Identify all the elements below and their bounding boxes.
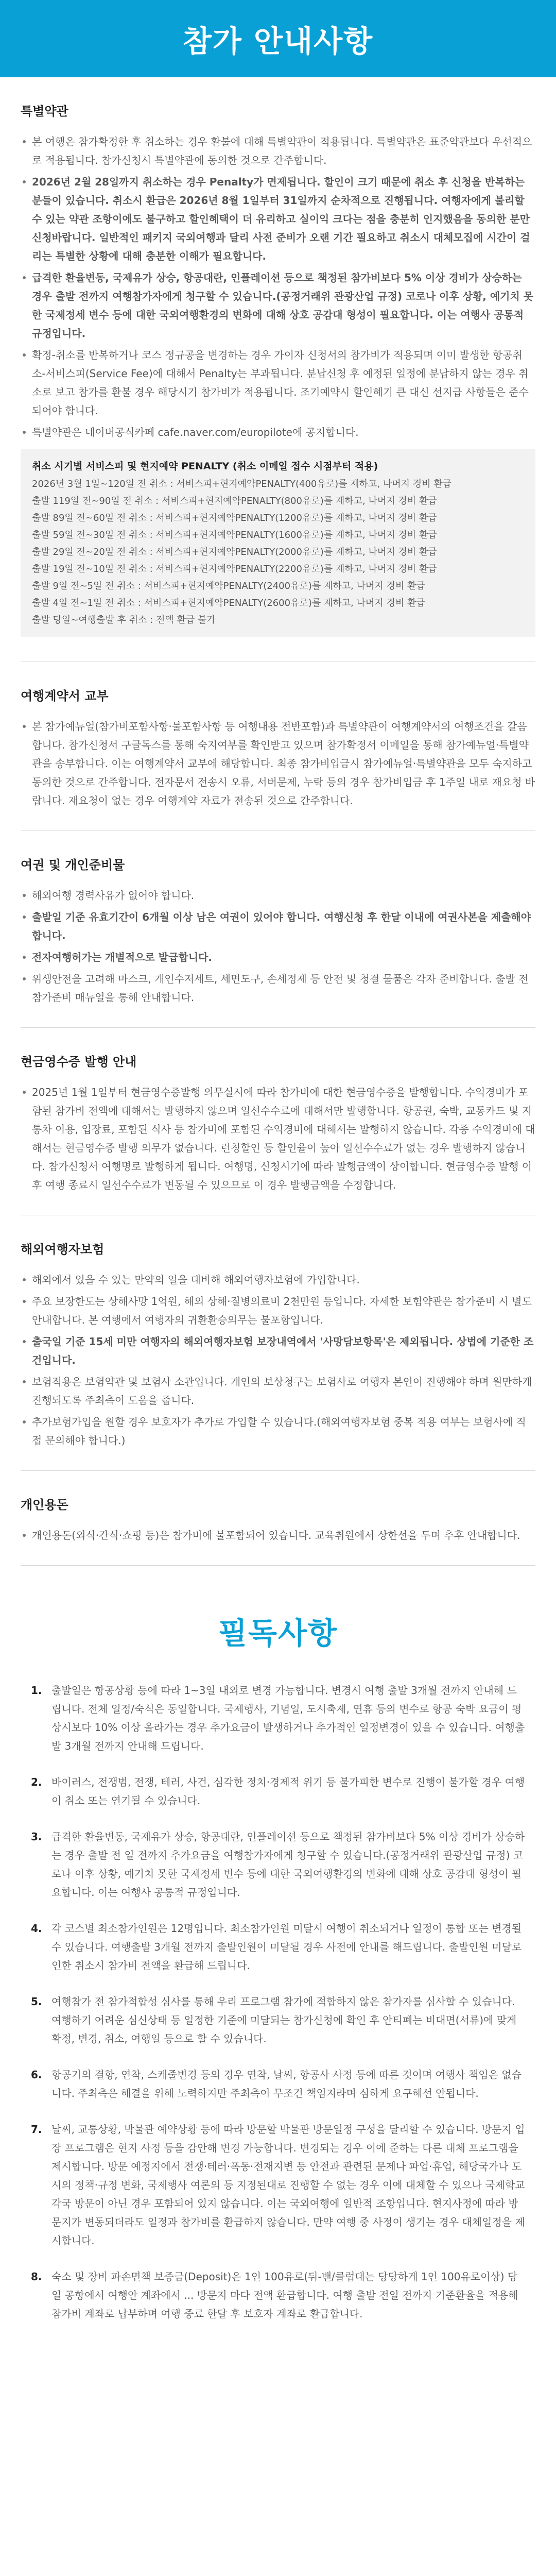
section-receipt	[21, 1028, 535, 1215]
must-read-section	[0, 1566, 556, 2382]
section-title: 해외여행자보험	[21, 1242, 105, 1257]
must-read-item	[31, 1919, 525, 1975]
item-text: 급격한 환율변동, 국제유가 상승, 항공대란, 인플레이션 등으로 책정된 참가비보다 5% 이상 경비가 상승하는 경우 출발 전 일 전까지 추가요금을 여행참가자에게 청구할 수 있습니다.(공정거래위 관광산업 규정) 코로나 이후 상황, 예기치 못한 국제정세 변수 등에 대한 국외여행환경의 변화에 대해 상호 공감대 형성이 필요합니다. 이는 여행사 공통적 규정입니다.	[51, 1831, 525, 1899]
bullet-item: 출발일 기준 유효기간이 6개월 이상 남은 여권이 있어야 합니다. 여행신청 후 한달 이내에 여권사본을 제출해야 합니다.	[21, 908, 535, 945]
bullet-item: 2025년 1월 1일부터 현금영수증발행 의무실시에 따라 참가비에 대한 현금영수증을 발행합니다. 수익경비가 포함된 참가비 전액에 대해서는 발행하지 않으며 일선수수료에 대해서만 발행합니다. 항공권, 숙박, 교통카드 및 지통차 이용, 입장료, 포함된 식사 등 참가비에 포함된 수익경비에 대해서는 발행하지 않습니다. 각종 수익경비에 대해서는 현금영수증 발행 의무가 없습니다. 런칭할인 등 할인율이 높아 일선수수료가 없는 경우 발행하지 않습니다. 참가신청서 여행명로 발행하게 됩니다. 여행명, 신청시기에 따라 발행금액이 상이합니다. 현금영수증 발행 이후 여행 종료시 일선수수료가 변동될 수 있으므로 이 경우 발행금액을 수정합니다.	[21, 1083, 535, 1194]
bullet-item: 개인용돈(외식·간식·쇼핑 등)은 참가비에 불포함되어 있습니다. 교육취원에서 상한선을 두며 추후 안내합니다.	[21, 1526, 535, 1545]
bullet-list	[21, 1083, 535, 1194]
section-personal	[21, 1471, 535, 1566]
section-title: 여권 및 개인준비물	[21, 858, 125, 872]
section-refund	[21, 77, 535, 662]
fee-row: 출발 4일 전~1일 전 취소 : 서비스피+현지예약PENALTY(2600유로)를 제하고, 나머지 경비 환급	[32, 598, 425, 608]
fee-row: 출발 59일 전~30일 전 취소 : 서비스피+현지예약PENALTY(1600유로)를 제하고, 나머지 경비 환급	[32, 530, 437, 540]
bullet-item: 전자여행허가는 개별적으로 발급합니다.	[21, 948, 535, 967]
fee-row: 출발 89일 전~60일 전 취소 : 서비스피+현지예약PENALTY(1200유로)를 제하고, 나머지 경비 환급	[32, 513, 437, 523]
section-title: 현금영수증 발행 안내	[21, 1055, 137, 1069]
must-read-item	[31, 1773, 525, 1810]
bullet-item: 출국일 기준 15세 미만 여행자의 해외여행자보험 보장내역에서 '사망담보항목'은 제외됩니다. 상법에 기준한 조건입니다.	[21, 1332, 535, 1369]
bullet-list	[21, 886, 535, 1007]
section-title: 여행계약서 교부	[21, 689, 109, 703]
must-read-item	[31, 2065, 525, 2103]
bullet-list	[21, 717, 535, 810]
fee-row: 2026년 3월 1일~120일 전 취소 : 서비스피+현지예약PENALTY(400유로)를 제하고, 나머지 경비 환급	[32, 479, 452, 489]
section-title: 개인용돈	[21, 1498, 68, 1512]
bullet-item: 위생안전을 고려해 마스크, 개인수저세트, 세면도구, 손세정제 등 안전 및 청결 물품은 각자 준비합니다. 출발 전 참가준비 매뉴얼을 통해 안내합니다.	[21, 970, 535, 1007]
must-read-title: 필독사항	[218, 1616, 338, 1651]
item-number: 4.	[31, 1922, 42, 1935]
item-number: 1.	[31, 1684, 42, 1697]
item-text: 각 코스별 최소참가인원은 12명입니다. 최소참가인원 미달시 여행이 취소되거나 일정이 통합 또는 변경될 수 있습니다. 여행출발 3개월 전까지 출발인원이 미달될 경우 사전에 안내를 해드립니다. 출발인원 미달로 인한 취소시 참가비 전액을 환급해 드립니다.	[51, 1922, 522, 1972]
item-text: 숙소 및 장비 파손면책 보증금(Deposit)은 1인 100유로(뒤-밴/클럽대는 당당하게 1인 100유로이상) 당일 공항에서 여행안 계좌에서 ... 방문지 마다 전액 환급합니다. 여행 출발 전일 전까지 기준환율을 적용해 참가비 계좌로 납부하며 여행 중료 한달 후 보호자 계좌로 환급합니다.	[51, 2270, 518, 2320]
bullet-item: 특별약관은 네이버공식카페 cafe.naver.com/europilote에 공지합니다.	[21, 423, 535, 442]
bullet-item: 추가보험가입을 원할 경우 보호자가 추가로 가입할 수 있습니다.(해외여행자보험 중복 적용 여부는 보험사에 직접 문의해야 합니다.)	[21, 1413, 535, 1450]
section-insurance	[21, 1215, 535, 1471]
must-read-item	[31, 1992, 525, 2048]
title-banner	[0, 0, 556, 77]
cancellation-fee-table	[21, 449, 535, 637]
bullet-item: 확정-취소를 반복하거나 코스 정규공을 변경하는 경우 가이자 신청서의 참가비가 적용되며 이미 발생한 항공취소-서비스피(Service Fee)에 대해서 Penalty는 부과됩니다. 분납신청 후 예정된 일정에 분납하지 않는 경우 취소로 보고 참가를 환불 경우 해당시기 참가비가 적용됩니다. 조기예약시 할인혜기 큰 대신 선지급 사항들은 준수되어야 합니다.	[21, 346, 535, 420]
bullet-item: 해외여행 경력사유가 없어야 합니다.	[21, 886, 535, 905]
fee-row: 출발 당일~여행출발 후 취소 : 전액 환급 불가	[32, 615, 216, 625]
bullet-item: 해외에서 있을 수 있는 만약의 일을 대비해 해외여행자보험에 가입합니다.	[21, 1270, 535, 1289]
item-number: 7.	[31, 2123, 42, 2136]
bullet-item: 본 참가예뉴얼(참가비포함사항·불포함사항 등 여행내용 전반포함)과 특별약관이 여행계약서의 여행조건을 갈음합니다. 참가신청서 구글독스를 통해 숙지여부를 확인받고 있으며 참가확정서 이메일을 통해 참가예뉴얼·특별약관을 송부합니다. 이는 여행계약서 교부에 해당합니다. 최종 참가비입금시 참가예뉴얼·특별약관을 모두 숙지하고 동의한 것으로 간주합니다. 전자문서 전송시 오류, 서버문제, 누락 등의 경우 참가비입금 후 1주일 내로 재요청 바랍니다. 재요청이 없는 경우 여행계약 자료가 전송된 것으로 간주합니다.	[21, 717, 535, 810]
fee-row: 출발 9일 전~5일 전 취소 : 서비스피+현지예약PENALTY(2400유로)를 제하고, 나머지 경비 환급	[32, 581, 425, 591]
bullet-item: 본 여행은 참가확정한 후 취소하는 경우 환불에 대해 특별약관이 적용됩니다. 특별약관은 표준약관보다 우선적으로 적용됩니다. 참가신청시 특별약관에 동의한 것으로 간주합니다.	[21, 132, 535, 170]
must-read-item	[31, 2267, 525, 2323]
bullet-list	[21, 132, 535, 442]
must-read-item	[31, 1827, 525, 1902]
bullet-list	[21, 1270, 535, 1450]
item-text: 여행참가 전 참가적합성 심사를 통해 우리 프로그램 참가에 적합하지 않은 참가자를 심사할 수 있습니다. 여행하기 어려운 심신상태 등 일정한 기준에 미달되는 참가신청에 확인 후 안티폐는 비대면(서류)에 맞게 확정, 변경, 취소, 여행일 등으로 할 수 있습니다.	[51, 1995, 517, 2045]
item-text: 날씨, 교통상황, 박물관 예약상황 등에 따라 방문할 박물관 방문일정 구성을 달리할 수 있습니다. 방문지 입장 프로그램은 현지 사정 등을 감안해 변경 가능합니다. 변경되는 경우 이에 준하는 다른 대체 프로그램을 제시합니다. 방문 예정지에서 전쟁·테러·폭동·전재지변 등 안전과 관련된 문제나 파업·휴업, 해당국가나 도시의 정책·규정 변화, 국제행사 여론의 등 지정된대로 진행할 수 없는 경우 이에 대체할 수 있으나 국제학교 각국 방문이 아닌 경우 포함되어 있지 않습니다. 이는 국외여행에 일반적 조항입니다. 현지사정에 따라 방문지가 변동되더라도 일정과 참가비를 환급하지 않습니다. 만약 여행 중 사정이 생기는 경우 대체일정을 제시합니다.	[51, 2123, 525, 2247]
item-number: 8.	[31, 2270, 42, 2283]
fee-row: 출발 19일 전~10일 전 취소 : 서비스피+현지예약PENALTY(2200유로)를 제하고, 나머지 경비 환급	[32, 564, 437, 574]
item-number: 5.	[31, 1995, 42, 2008]
item-number: 2.	[31, 1776, 42, 1788]
info-content	[0, 77, 556, 1566]
bullet-item: 2026년 2월 28일까지 취소하는 경우 Penalty가 면제됩니다. 할인이 크기 때문에 취소 후 신청을 반복하는 분들이 있습니다. 취소시 환급은 2026년 8월 1일부터 31일까지 순차적으로 진행됩니다. 여행자에게 불리할 수 있는 약관 조항이에도 불구하고 할인혜택이 더 유리하고 실이익 크다는 점을 충분히 인지했음을 동의한 분만 신청바랍니다. 일반적인 패키지 국외여행과 달리 사전 준비가 오랜 기간 필요하고 취소시 대체모집에 시간이 걸리는 특별한 상황에 대해 충분한 이해가 필요합니다.	[21, 173, 535, 265]
item-number: 6.	[31, 2069, 42, 2081]
page-title: 참가 안내사항	[182, 24, 374, 59]
section-contract	[21, 662, 535, 831]
item-text: 항공기의 결항, 연착, 스케줄변경 등의 경우 연착, 날씨, 항공사 사정 등에 따른 것이며 여행사 책임은 없습니다. 주최측은 해결을 위해 노력하지만 주최측이 무조건 책임지라며 심하게 요구해선 안됩니다.	[51, 2069, 522, 2099]
fee-row: 출발 119일 전~90일 전 취소 : 서비스피+현지예약PENALTY(800유로)를 제하고, 나머지 경비 환급	[32, 496, 437, 506]
must-read-list	[21, 1681, 535, 2371]
must-read-item	[31, 2120, 525, 2250]
item-text: 바이러스, 전쟁범, 전쟁, 테러, 사건, 심각한 정치·경제적 위기 등 불가피한 변수로 진행이 불가할 경우 여행이 취소 또는 연기될 수 있습니다.	[51, 1776, 525, 1807]
fee-row: 출발 29일 전~20일 전 취소 : 서비스피+현지예약PENALTY(2000유로)를 제하고, 나머지 경비 환급	[32, 547, 437, 557]
section-title: 특별약관	[21, 104, 68, 118]
item-text: 출발일은 항공상황 등에 따라 1~3일 내외로 변경 가능합니다. 변경시 여행 출발 3개월 전까지 안내해 드립니다. 전체 일정/숙식은 동일합니다. 국제행사, 기념일, 도시축제, 연휴 등의 변수로 항공 숙박 요금이 평상시보다 10% 이상 올라가는 경우 추가요금이 발생하거나 추가적인 일정변경이 있을 수 있습니다. 여행출발 3개월 전까지 안내해 드립니다.	[51, 1684, 525, 1752]
bullet-list	[21, 1526, 535, 1545]
must-read-item	[31, 1681, 525, 1755]
fee-table-title: 취소 시기별 서비스피 및 현지예약 PENALTY (취소 이메일 접수 시점부터 적용)	[32, 461, 378, 472]
bullet-item: 급격한 환율변동, 국제유가 상승, 항공대란, 인플레이션 등으로 책정된 참가비보다 5% 이상 경비가 상승하는 경우 출발 전까지 여행참가자에게 청구할 수 있습니다.(공정거래위 관광산업 규정) 코로나 이후 상황, 예기치 못한 국제정세 변수 등에 대한 국외여행환경의 변화에 대해 상호 공감대 형성이 필요합니다. 이는 여행사 공통적 규정입니다.	[21, 268, 535, 343]
section-passport	[21, 831, 535, 1028]
bullet-item: 보험적용은 보험약관 및 보험사 소관입니다. 개인의 보상청구는 보험사로 여행자 본인이 진행해야 하며 원만하게 진행되도록 주최측이 도움을 줍니다.	[21, 1372, 535, 1410]
item-number: 3.	[31, 1831, 42, 1843]
bullet-item: 주요 보장한도는 상해사망 1억원, 해외 상해·질병의료비 2천만원 등입니다. 자세한 보험약관은 참가준비 시 별도 안내합니다. 본 여행에서 여행자의 귀환환승의무는 불포함입니다.	[21, 1292, 535, 1329]
